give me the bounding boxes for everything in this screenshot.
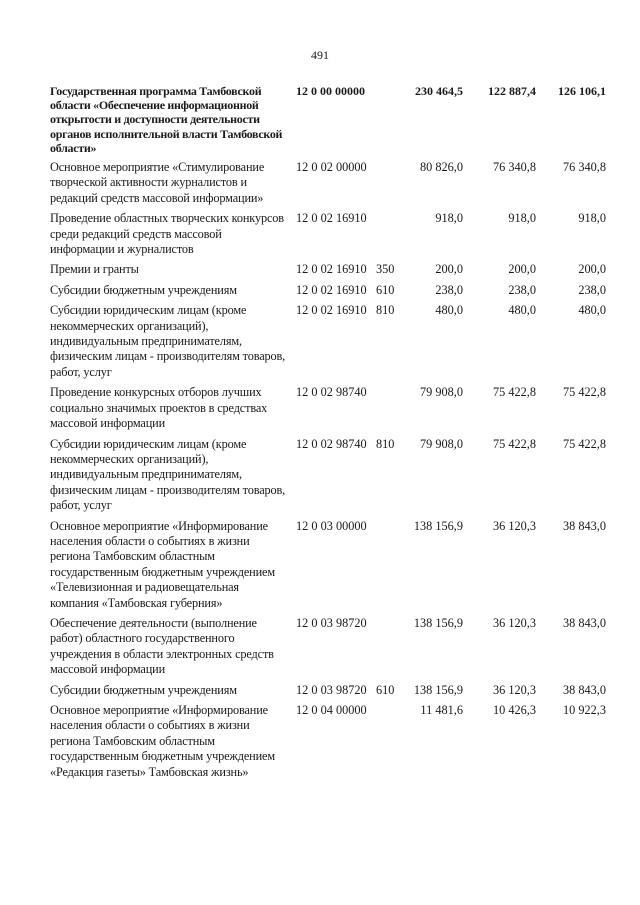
amount-year-2: 238,0 (508, 282, 536, 297)
row-name: Премии и гранты (50, 262, 139, 277)
amount-year-3: 76 340,8 (562, 160, 606, 175)
amount-year-1: 80 826,0 (419, 160, 463, 175)
target-code: 12 0 02 16910 (296, 211, 367, 226)
target-code: 12 0 02 00000 (296, 160, 367, 175)
amount-year-3: 480,0 (578, 303, 606, 318)
amount-year-1: 138 156,9 (413, 682, 463, 697)
target-code: 12 0 02 16910 (296, 303, 367, 318)
budget-table (50, 84, 616, 785)
table-row (50, 283, 616, 298)
row-name: Основное мероприятие «Стимулирование творческой активности журналистов и редакций средств массовой информации» (50, 160, 265, 205)
target-code: 12 0 03 98720 (296, 682, 367, 697)
row-name: Основное мероприятие «Информирование населения области о событиях в жизни региона Тамбовским областным государственным бюджетным учреждением «Редакция газеты» Тамбовская жизнь» (50, 703, 275, 779)
target-code: 12 0 04 00000 (296, 703, 367, 718)
amount-year-1: 138 156,9 (413, 615, 463, 630)
expense-type-code: 810 (376, 303, 395, 318)
row-name: Субсидии бюджетным учреждениям (50, 282, 237, 297)
amount-year-3: 38 843,0 (562, 615, 606, 630)
amount-year-3: 238,0 (578, 282, 606, 297)
table-row (50, 385, 616, 431)
amount-year-3: 75 422,8 (562, 436, 606, 451)
row-name: Обеспечение деятельности (выполнение работ) областного государственного учреждения в области электронных средств массовой информации (50, 615, 274, 677)
table-row (50, 683, 616, 698)
table-row (50, 160, 616, 206)
amount-year-3: 38 843,0 (562, 518, 606, 533)
table-row (50, 262, 616, 277)
expense-type-code: 350 (376, 262, 395, 277)
amount-year-3: 200,0 (578, 262, 606, 277)
amount-year-2: 36 120,3 (492, 518, 536, 533)
amount-year-2: 10 426,3 (492, 703, 536, 718)
target-code: 12 0 03 98720 (296, 615, 367, 630)
amount-year-1: 230 464,5 (415, 84, 463, 98)
amount-year-2: 75 422,8 (492, 436, 536, 451)
amount-year-2: 200,0 (508, 262, 536, 277)
amount-year-2: 75 422,8 (492, 385, 536, 400)
table-row (50, 616, 616, 678)
target-code: 12 0 02 16910 (296, 262, 367, 277)
table-row (50, 211, 616, 257)
row-name: Субсидии юридическим лицам (кроме некоммерческих организаций), индивидуальным предпринимателям, физическим лицам - производителям товаров, работ, услуг (50, 436, 286, 513)
amount-year-1: 480,0 (435, 303, 463, 318)
amount-year-2: 918,0 (508, 211, 536, 226)
table-row (50, 519, 616, 611)
table-row (50, 84, 616, 155)
amount-year-1: 918,0 (435, 211, 463, 226)
row-name: Проведение областных творческих конкурсов среди редакций средств массовой информации и журналистов (50, 211, 284, 257)
table-row (50, 303, 616, 380)
amount-year-3: 10 922,3 (562, 703, 606, 718)
expense-type-code: 810 (376, 436, 395, 451)
table-row (50, 437, 616, 514)
amount-year-1: 11 481,6 (420, 703, 463, 718)
table-row (50, 703, 616, 780)
amount-year-3: 918,0 (578, 211, 606, 226)
amount-year-1: 138 156,9 (413, 518, 463, 533)
target-code: 12 0 00 00000 (296, 84, 365, 98)
target-code: 12 0 03 00000 (296, 518, 367, 533)
target-code: 12 0 02 98740 (296, 385, 367, 400)
amount-year-2: 36 120,3 (492, 682, 536, 697)
amount-year-3: 38 843,0 (562, 682, 606, 697)
page-number: 491 (311, 48, 329, 62)
row-name: Субсидии бюджетным учреждениям (50, 682, 237, 697)
amount-year-2: 480,0 (508, 303, 536, 318)
target-code: 12 0 02 98740 (296, 436, 367, 451)
amount-year-2: 76 340,8 (492, 160, 536, 175)
amount-year-1: 238,0 (435, 282, 463, 297)
expense-type-code: 610 (376, 282, 395, 297)
target-code: 12 0 02 16910 (296, 282, 367, 297)
amount-year-3: 126 106,1 (558, 84, 606, 98)
row-name: Субсидии юридическим лицам (кроме некоммерческих организаций), индивидуальным предпринимателям, физическим лицам - производителям товаров, работ, услуг (50, 303, 286, 379)
amount-year-2: 122 887,4 (488, 84, 536, 98)
row-name: Проведение конкурсных отборов лучших социально значимых проектов в средствах массовой информации (50, 385, 268, 431)
amount-year-1: 79 908,0 (419, 385, 463, 400)
expense-type-code: 610 (376, 682, 395, 697)
amount-year-3: 75 422,8 (562, 385, 606, 400)
amount-year-1: 200,0 (435, 262, 463, 277)
row-name: Государственная программа Тамбовской области «Обеспечение информационной открытости и доступности деятельности органов исполнительной власти Тамбовской области» (50, 84, 283, 155)
amount-year-2: 36 120,3 (492, 615, 536, 630)
amount-year-1: 79 908,0 (419, 436, 463, 451)
row-name: Основное мероприятие «Информирование населения области о событиях в жизни региона Тамбовским областным государственным бюджетным учреждением «Телевизионная и радиовещательная компания «Тамбовская губерния» (50, 518, 275, 610)
